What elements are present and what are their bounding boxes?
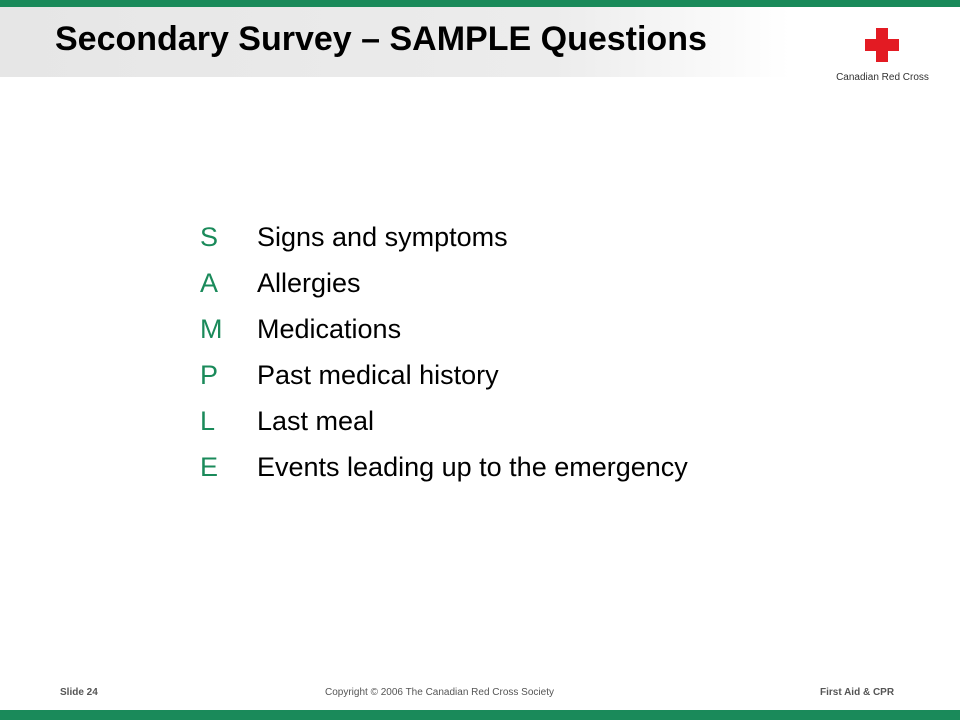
item-letter: A [200, 268, 219, 298]
item-text: Medications [257, 314, 402, 344]
list-item [200, 452, 688, 498]
item-text: Last meal [257, 406, 375, 436]
list-item [200, 268, 688, 314]
item-letter: M [200, 314, 223, 344]
red-cross-icon [865, 28, 899, 62]
sample-list [200, 222, 688, 498]
course-name: First Aid & CPR [820, 687, 895, 698]
item-text: Signs and symptoms [257, 222, 508, 252]
item-text: Events leading up to the emergency [257, 452, 688, 482]
list-item [200, 314, 688, 360]
item-text: Past medical history [257, 360, 499, 390]
item-letter: E [200, 452, 219, 482]
item-letter: P [200, 360, 219, 390]
item-text: Allergies [257, 268, 361, 298]
copyright-text: Copyright © 2006 The Canadian Red Cross Society [325, 687, 554, 698]
slide-title: Secondary Survey – SAMPLE Questions [55, 20, 707, 58]
item-letter: S [200, 222, 219, 252]
list-item [200, 406, 688, 452]
item-letter: L [200, 406, 216, 436]
logo-text: Canadian Red Cross [836, 72, 929, 83]
bottom-accent-bar [0, 710, 960, 720]
red-cross-logo [830, 28, 935, 88]
list-item [200, 222, 688, 268]
slide-number: Slide 24 [60, 687, 98, 698]
list-item [200, 360, 688, 406]
top-accent-bar [0, 0, 960, 7]
